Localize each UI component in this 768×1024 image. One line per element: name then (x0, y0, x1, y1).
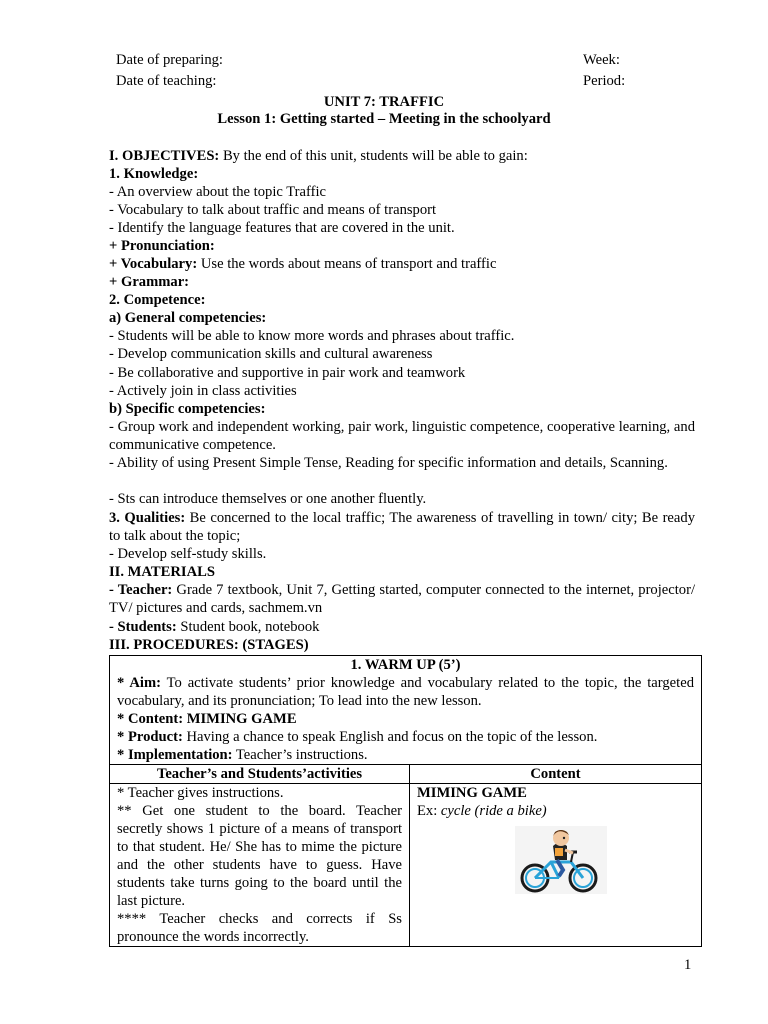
competence-heading: 2. Competence: (109, 292, 206, 308)
aim-label: * Aim: (117, 675, 161, 691)
implementation-line (117, 746, 694, 764)
activity-line: * Teacher gives instructions. (117, 785, 284, 801)
objectives-intro: By the end of this unit, students will be able to gain: (219, 148, 528, 164)
general-item: - Actively join in class activities (109, 383, 297, 399)
materials-heading: II. MATERIALS (109, 564, 215, 580)
implementation-text: Teacher’s instructions. (232, 747, 368, 763)
warmup-cell (110, 656, 702, 765)
qualities-extra: - Develop self-study skills. (109, 546, 267, 562)
content-cell (410, 784, 702, 947)
week-label: Week: (583, 52, 620, 68)
date-teaching-label: Date of teaching: (116, 73, 217, 89)
activity-line: ** Get one student to the board. Teacher secretly shows 1 picture of a means of transport to that student. He/ She has to mime the picture and the other students have to guess. Have students take turns going to the board until the last picture. (117, 803, 402, 909)
pronunciation-label: + Pronunciation: (109, 238, 215, 254)
knowledge-heading: 1. Knowledge: (109, 166, 199, 182)
knowledge-item: - Identify the language features that are covered in the unit. (109, 220, 455, 236)
warmup-title: 1. WARM UP (5’) (350, 657, 461, 673)
general-item: - Students will be able to know more words and phrases about traffic. (109, 328, 515, 344)
vocabulary-line (109, 255, 695, 273)
example-text: cycle (ride a bike) (440, 803, 547, 819)
qualities-text: Be concerned to the local traffic; The awareness of travelling in town/ city; Be ready to talk about the topic; (109, 510, 695, 544)
knowledge-item: - Vocabulary to talk about traffic and means of transport (109, 202, 437, 218)
teacher-label: - Teacher: (109, 582, 173, 598)
specific-item: - Group work and independent working, pair work, linguistic competence, cooperative learning, and communicative competence. (109, 419, 695, 453)
knowledge-item: - An overview about the topic Traffic (109, 184, 326, 200)
product-line (117, 728, 694, 746)
column-header-activities: Teacher’s and Students’activities (110, 765, 410, 784)
activities-cell (110, 784, 410, 947)
specific-item: - Ability of using Present Simple Tense, Reading for specific information and details, Scanning. (109, 455, 668, 471)
materials-teacher (109, 581, 695, 617)
page-number: 1 (684, 957, 692, 973)
procedures-table (109, 655, 702, 947)
grammar-label: + Grammar: (109, 274, 190, 290)
teacher-text: Grade 7 textbook, Unit 7, Getting started, computer connected to the internet, projector/ TV/ pictures and cards, sachmem.vn (109, 582, 696, 616)
vocabulary-label: + Vocabulary: (109, 256, 198, 272)
activity-line: **** Teacher checks and corrects if Ss pronounce the words incorrectly. (117, 911, 402, 945)
students-text: Student book, notebook (176, 619, 320, 635)
example-line (417, 802, 694, 820)
materials-students (109, 618, 695, 636)
content-label: * Content: MIMING GAME (117, 711, 297, 727)
general-competencies-heading: a) General competencies: (109, 310, 267, 326)
students-label: - Students: (109, 619, 177, 635)
aim-text: To activate students’ prior knowledge and vocabulary related to the topic, the targeted vocabulary, and its pronunciation; To lead into the new lesson. (117, 675, 694, 709)
column-header-content: Content (410, 765, 702, 784)
general-item: - Be collaborative and supportive in pair work and teamwork (109, 365, 466, 381)
qualities-paragraph (109, 509, 695, 545)
specific-item: - Sts can introduce themselves or one another fluently. (109, 491, 427, 507)
boy-riding-bike-illustration (515, 826, 607, 894)
general-item: - Develop communication skills and cultural awareness (109, 346, 433, 362)
period-label: Period: (583, 73, 626, 89)
objectives-heading: I. OBJECTIVES: (109, 148, 220, 164)
content-title: MIMING GAME (417, 785, 527, 801)
aim-line (117, 674, 694, 710)
objectives-heading-line (109, 147, 695, 165)
unit-title: UNIT 7: TRAFFIC (323, 94, 445, 110)
product-text: Having a chance to speak English and focus on the topic of the lesson. (182, 729, 598, 745)
lesson-title: Lesson 1: Getting started – Meeting in the schoolyard (217, 111, 551, 127)
example-label: Ex: (417, 803, 441, 819)
vocabulary-text: Use the words about means of transport and traffic (197, 256, 497, 272)
qualities-label: 3. Qualities: (109, 510, 186, 526)
implementation-label: * Implementation: (117, 747, 233, 763)
specific-competencies-heading: b) Specific competencies: (109, 401, 266, 417)
product-label: * Product: (117, 729, 183, 745)
procedures-heading: III. PROCEDURES: (STAGES) (109, 637, 309, 653)
date-preparing-label: Date of preparing: (116, 52, 223, 68)
